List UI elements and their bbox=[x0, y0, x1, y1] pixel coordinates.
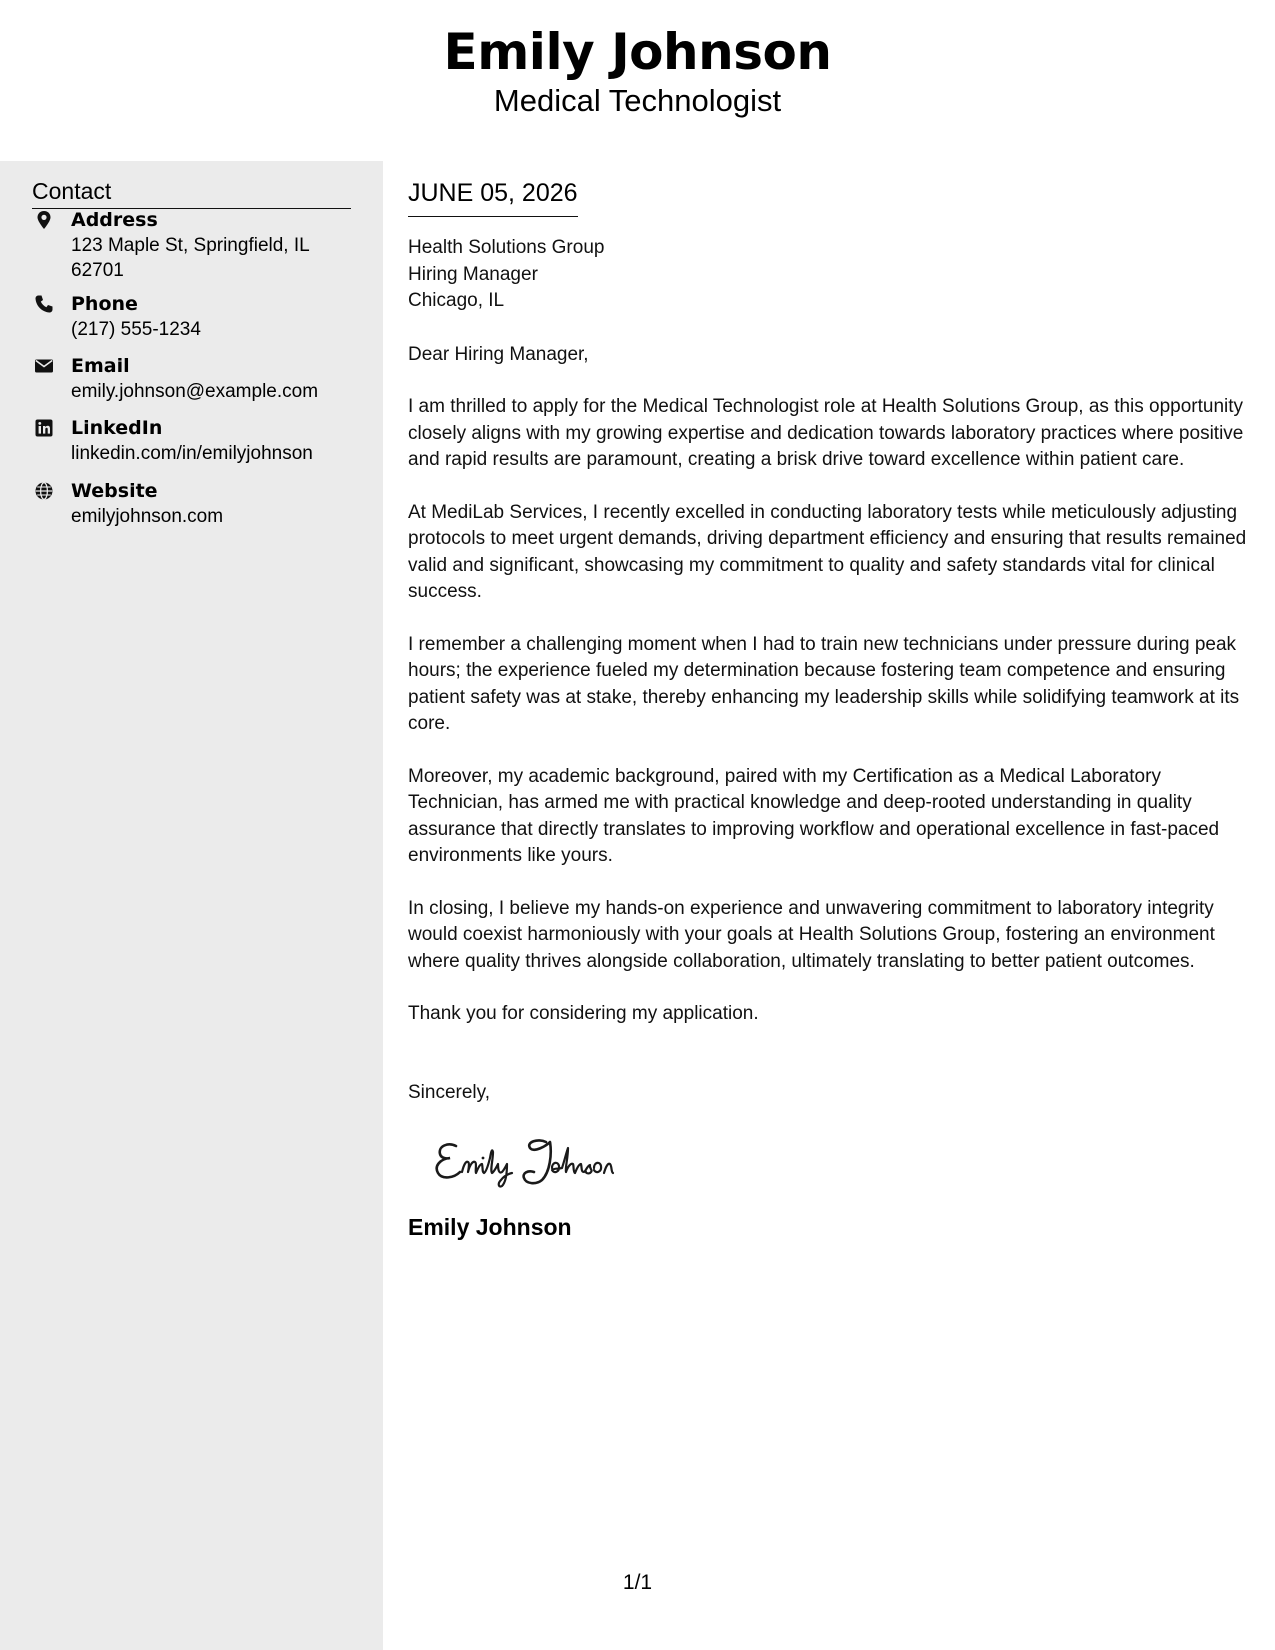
contact-heading: Contact bbox=[32, 176, 351, 209]
map-pin-icon bbox=[34, 210, 54, 230]
contact-label-email: Email bbox=[71, 355, 130, 377]
envelope-icon bbox=[34, 356, 54, 376]
letter-paragraph: In closing, I believe my hands-on experience and unwavering commitment to laboratory integrity would coexist harmoniously with your goals at Health Solutions Group, fostering an environment where quality thrives alongside collaboration, ultimately translating to better patient outcomes. bbox=[408, 897, 1215, 972]
letter-thanks: Thank you for considering my application. bbox=[408, 1003, 759, 1024]
letter-header bbox=[0, 0, 1275, 160]
page-number: 1/1 bbox=[622, 1571, 653, 1594]
phone-icon bbox=[34, 294, 54, 314]
letter-paragraph: At MediLab Services, I recently excelled in conducting laboratory tests while meticulously adjusting protocols to meet urgent demands, driving department efficiency and ensuring that results remained valid and significant, showcasing my commitment to quality and safety standards vital for clinical success. bbox=[408, 501, 1247, 602]
recipient-role: Hiring Manager bbox=[408, 263, 538, 285]
letter-paragraph: I remember a challenging moment when I had to train new technicians under pressure during peak hours; the experience fueled my determination because fostering team competence and ensuring patient safety was at stake, thereby enhancing my leadership skills while solidifying teamwork at its core. bbox=[408, 633, 1240, 734]
letter-paragraph: I am thrilled to apply for the Medical Technologist role at Health Solutions Group, as this opportunity closely aligns with my growing expertise and dedication towards laboratory practices where positive and rapid results are paramount, creating a brisk drive toward excellence within patient care. bbox=[408, 396, 1244, 470]
linkedin-icon bbox=[34, 418, 54, 438]
signature-image bbox=[426, 1128, 666, 1190]
letter-greeting: Dear Hiring Manager, bbox=[408, 343, 589, 365]
recipient-location: Chicago, IL bbox=[408, 290, 505, 311]
contact-value-email: emily.johnson@example.com bbox=[71, 381, 319, 402]
contact-label-website: Website bbox=[71, 480, 158, 502]
signer-name: Emily Johnson bbox=[408, 1214, 572, 1240]
contact-value-phone: (217) 555-1234 bbox=[71, 319, 201, 340]
letter-body bbox=[408, 176, 1248, 1242]
contact-label-phone: Phone bbox=[71, 293, 138, 315]
recipient-block bbox=[408, 235, 1248, 315]
applicant-name: Emily Johnson bbox=[443, 23, 832, 81]
contact-value-linkedin: linkedin.com/in/emilyjohnson bbox=[71, 443, 313, 464]
globe-icon bbox=[34, 481, 54, 501]
contact-value-website: emilyjohnson.com bbox=[71, 506, 224, 527]
contact-value-address: 123 Maple St, Springfield, IL 62701 bbox=[71, 235, 309, 281]
recipient-company: Health Solutions Group bbox=[408, 237, 605, 258]
letter-closing: Sincerely, bbox=[408, 1081, 491, 1103]
letter-date: JUNE 05, 2026 bbox=[408, 176, 578, 217]
letter-paragraph: Moreover, my academic background, paired with my Certification as a Medical Laboratory Technician, has armed me with practical knowledge and deep-rooted understanding in quality assurance that directly translates to improving workflow and operational excellence in fast-paced environments like yours. bbox=[408, 765, 1220, 866]
contact-label-linkedin: LinkedIn bbox=[71, 417, 163, 439]
contact-label-address: Address bbox=[71, 209, 158, 231]
applicant-title: Medical Technologist bbox=[493, 83, 782, 118]
